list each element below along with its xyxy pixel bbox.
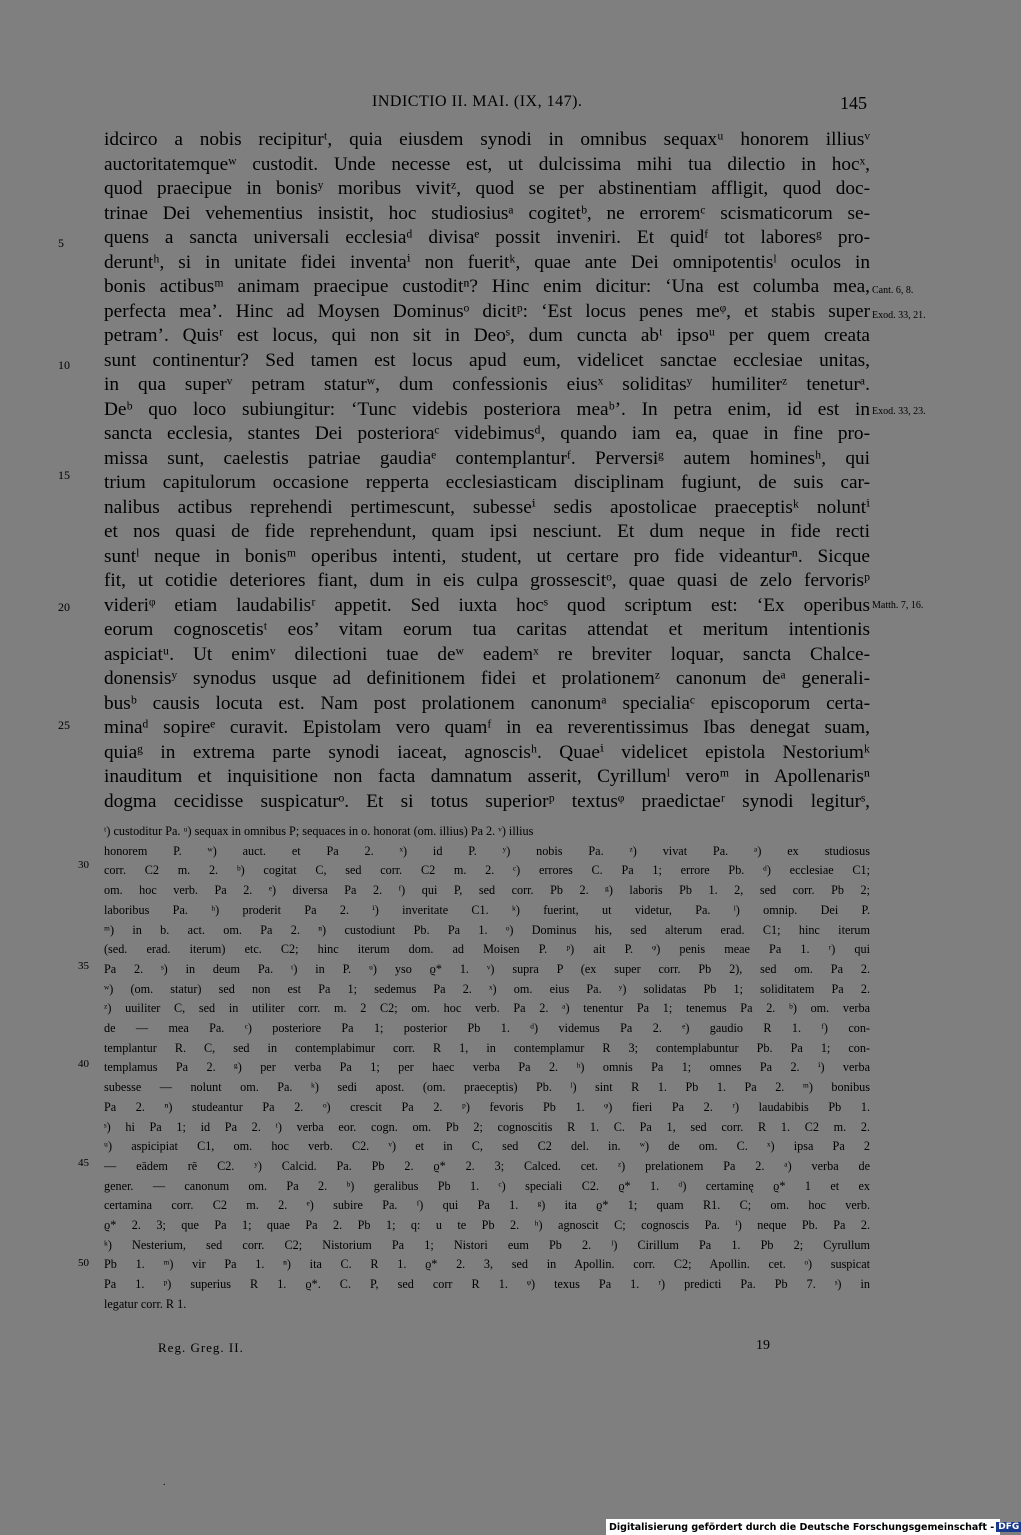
footnote-line: laboribus Pa. ʰ) proderit Pa 2. ⁱ) inveritate C1. ᵏ) fuerint, ut videtur, Pa. ˡ) omnip. Dei P. bbox=[104, 902, 870, 917]
footnote-line: Pa 2. ⁿ) studeantur Pa 2. ᵒ) crescit Pa 2. ᵖ) fevoris Pb 1. ᵠ) fieri Pa 2. ʳ) laudabibis Pb 1. bbox=[104, 1099, 870, 1114]
text-line: in qua superᵛ petram staturʷ, dum confessionis eiusˣ soliditasʸ humiliterᶻ teneturᵃ. bbox=[104, 374, 870, 395]
footnote-line: ᶻ) uuiliter C, sed in utiliter corr. m. 2 C2; om. hoc verb. Pa 2. ᵃ) tenentur Pa 1; tenemus Pa 2. ᵇ) om. verba bbox=[104, 1001, 870, 1016]
text-line: donensisʸ synodus usque ad definitionem fidei et prolationemᶻ canonum deᵃ generali- bbox=[104, 668, 870, 689]
footnote-line: legatur corr. R 1. bbox=[104, 1296, 187, 1311]
footnote-line: om. hoc verb. Pa 2. ᵉ) diversa Pa 2. ᶠ) qui P, sed corr. Pb 2. ᵍ) laboris Pb 1. 2, sed corr. Pb 2; bbox=[104, 883, 870, 898]
line-number: 15 bbox=[58, 468, 70, 482]
signature-mark: Reg. Greg. II. bbox=[158, 1340, 244, 1355]
funding-banner[interactable] bbox=[606, 1519, 1020, 1535]
footnote-line: ᵗ) custoditur Pa. ᵘ) sequax in omnibus P; sequaces in o. honorat (om. illius) Pa 2. ᵛ) illius bbox=[104, 824, 534, 838]
stray-mark: . bbox=[163, 1477, 166, 1488]
footnote-line: Pa 1. ᵖ) superius R 1. ϱ*. C. P, sed corr R 1. ᵠ) texus Pa 1. ʳ) predicti Pa. Pb 7. ˢ) in bbox=[104, 1277, 870, 1292]
text-line: fit, ut cotidie deteriores fiant, dum in eis culpa grossescitᵒ, quae quasi de zelo fervorisᵖ bbox=[104, 570, 870, 591]
footnote-line: corr. C2 m. 2. ᵇ) cogitat C, sed corr. C2 m. 2. ᶜ) errores C. Pa 1; errore Pb. ᵈ) ecclesiae C1; bbox=[104, 863, 870, 878]
footnote-line: — eādem rē C2. ʸ) Calcid. Pa. Pb 2. ϱ* 2. 3; Calced. cet. ᶻ) prelationem Pa 2. ᵃ) verba de bbox=[104, 1158, 870, 1173]
text-line: nalibus actibus reprehendi pertimescunt, subesseⁱ sedis apostolicae praeceptisᵏ noluntⁱ bbox=[104, 496, 870, 518]
text-line: quens a sancta universali ecclesiaᵈ divisaᵉ possit inveniri. Et quidᶠ tot laboresᵍ pro- bbox=[104, 227, 870, 248]
text-line: aspiciatᵘ. Ut enimᵛ dilectioni tuae deʷ eademˣ re breviter loquar, sancta Chalce- bbox=[104, 643, 870, 665]
footnote-line: ᵐ) in b. act. om. Pa 2. ⁿ) custodiunt Pb. Pa 1. ᵒ) Dominus his, sed alterum erad. C1; hinc iterum bbox=[104, 922, 870, 937]
footnote-line: certamina corr. C2 m. 2. ᵉ) subire Pa. ᶠ) qui Pa 1. ᵍ) ita ϱ* 1; quam R1. C; om. hoc verb. bbox=[104, 1198, 870, 1213]
text-line: bonis actibusᵐ animam praecipue custoditⁿ? Hinc enim dicitur: ‘Una est columba mea, bbox=[104, 276, 870, 297]
footnote-line: templantur R. C, sed in contemplabimur corr. R 1, in contemplamur R 3; contemplabuntur Pb. Pa 1; con- bbox=[104, 1040, 870, 1055]
text-line: deruntʰ, si in unitate fidei inventaⁱ non fueritᵏ, quae ante Dei omnipotentisˡ oculos in bbox=[104, 251, 870, 273]
footnote-line: (sed. erad. iterum) etc. C2; hinc iterum dom. ad Moisen P. ᵖ) ait P. ᵠ) penis meae Pa 1. ʳ) qui bbox=[104, 942, 870, 957]
margin-reference: Matth. 7, 16. bbox=[872, 600, 924, 611]
footnote-line: ϱ* 2. 3; que Pa 1; quae Pa 2. Pb 1; q: u te Pb 2. ʰ) agnoscit C; cognoscis Pa. ⁱ) neque Pb. Pa 2. bbox=[104, 1218, 870, 1232]
text-line: suntˡ neque in bonisᵐ operibus intenti, student, ut certare pro fide videanturⁿ. Sicque bbox=[104, 545, 870, 567]
footnote-line-number: 45 bbox=[78, 1157, 89, 1169]
footnote-line-number: 50 bbox=[78, 1257, 89, 1269]
text-line: auctoritatemqueʷ custodit. Unde necesse est, ut dulcissima mihi tua dilectio in hocˣ, bbox=[104, 153, 870, 175]
footnote-line: templamus Pa 2. ᵍ) per verba Pa 1; per haec verba Pa 2. ʰ) omnis Pa 1; omnes Pa 2. ⁱ) verba bbox=[104, 1060, 870, 1075]
text-line: petram’. Quisʳ est locus, qui non sit in Deoˢ, dum cuncta abᵗ ipsoᵘ per quem creata bbox=[104, 325, 870, 346]
text-line: busᵇ causis locuta est. Nam post prolationem canonumᵃ specialiaᶜ episcoporum certa- bbox=[104, 692, 870, 714]
line-number: 20 bbox=[58, 600, 70, 614]
text-line: videriᵠ etiam laudabilisʳ appetit. Sed iuxta hocˢ quod scriptum est: ‘Ex operibus bbox=[104, 594, 870, 616]
footnote-line: ᵏ) Nesterium, sed corr. C2; Nistorium Pa 1; Nistori eum Pb 2. ˡ) Cirillum Pa 1. Pb 2; Cyrullum bbox=[104, 1237, 870, 1252]
text-line: Deᵇ quo loco subiungitur: ‘Tunc videbis posteriora meaᵇ’. In petra enim, id est in bbox=[104, 398, 870, 420]
line-number: 25 bbox=[58, 718, 70, 732]
margin-reference: Exod. 33, 23. bbox=[872, 406, 926, 417]
line-number: 10 bbox=[58, 358, 70, 372]
footnote-line-number: 35 bbox=[78, 960, 89, 972]
text-line: quiaᵍ in extrema parte synodi iaceat, agnoscisʰ. Quaeⁱ videlicet epistola Nestoriumᵏ bbox=[104, 741, 870, 763]
footnote-line: ˢ) hi Pa 1; id Pa 2. ᵗ) verba eor. cogn. om. Pb 2; cognoscitis R 1. C. Pa 1, sed corr. R 1. C2 m. 2. bbox=[104, 1119, 870, 1134]
running-header-title: INDICTIO II. MAI. (IX, 147). bbox=[372, 93, 583, 110]
text-line: sunt continentur? Sed tamen est locus apud eum, videlicet sanctae ecclesiae unitas, bbox=[104, 349, 870, 371]
line-number: 5 bbox=[58, 236, 64, 250]
text-line: inauditum et inquisitione non facta damnatum asserit, Cyrillumˡ veroᵐ in Apollenarisⁿ bbox=[104, 766, 870, 787]
dfg-logo-icon: DFG bbox=[998, 1522, 1020, 1532]
text-line: sancta ecclesia, stantes Dei posterioraᶜ videbimusᵈ, quando iam ea, quae in fine pro- bbox=[104, 423, 870, 444]
footnote-line: gener. — canonum om. Pa 2. ᵇ) geralibus Pb 1. ᶜ) speciali C2. ϱ* 1. ᵈ) certaminę ϱ* 1 et ex bbox=[104, 1178, 870, 1193]
margin-reference: Cant. 6, 8. bbox=[872, 285, 914, 296]
footnote-line: Pb 1. ᵐ) vir Pa 1. ⁿ) ita C. R 1. ϱ* 2. 3, sed in Apollin. corr. C2; Apollin. cet. ᵒ) suspicat bbox=[104, 1257, 870, 1272]
text-line: perfecta mea’. Hinc ad Moysen Dominusᵒ dicitᵖ: ‘Est locus penes meᵠ, et stabis super bbox=[104, 300, 870, 322]
funding-text: Digitalisierung gefördert durch die Deutsche Forschungsgemeinschaft - bbox=[609, 1521, 995, 1533]
sheet-number: 19 bbox=[756, 1338, 770, 1353]
text-line: missa sunt, caelestis patriae gaudiaᵉ contemplanturᶠ. Perversiᵍ autem hominesʰ, qui bbox=[104, 447, 870, 469]
margin-reference: Exod. 33, 21. bbox=[872, 310, 926, 321]
text-line: idcirco a nobis recipiturᵗ, quia eiusdem synodi in omnibus sequaxᵘ honorem illiusᵛ bbox=[104, 129, 870, 150]
footnote-line-number: 30 bbox=[78, 859, 89, 871]
text-line: et nos quasi de fide reprehendunt, quam ipsi nesciunt. Et dum neque in fide recti bbox=[104, 521, 870, 542]
text-line: dogma cecidisse suspicaturᵒ. Et si totus superiorᵖ textusᵠ praedictaeʳ synodi legiturˢ, bbox=[104, 790, 870, 812]
text-line: quod praecipue in bonisʸ moribus vivitᶻ, quod se per abstinentiam affligit, quod doc- bbox=[104, 178, 870, 199]
footnote-line: de — mea Pa. ᶜ) posteriore Pa 1; posterior Pb 1. ᵈ) videmus Pa 2. ᵉ) gaudio R 1. ᶠ) con- bbox=[104, 1021, 870, 1035]
text-line: eorum cognoscetisᵗ eos’ vitam eorum tua caritas attendat et meritum intentionis bbox=[104, 619, 870, 640]
footnote-line: ᵘ) aspicipiat C1, om. hoc verb. C2. ᵛ) et in C, sed C2 del. in. ʷ) de om. C. ˣ) ipsa Pa 2 bbox=[104, 1139, 870, 1154]
text-line: trinae Dei vehementius insistit, hoc studiosiusᵃ cogitetᵇ, ne erroremᶜ scismaticorum se- bbox=[104, 202, 870, 224]
page-number: 145 bbox=[840, 93, 867, 113]
text-line: minaᵈ sopireᵉ curavit. Epistolam vero quamᶠ in ea reverentissimus Ibas denegat suam, bbox=[104, 717, 870, 738]
footnote-line: subesse — nolunt om. Pa. ᵏ) sedi apost. (om. praeceptis) Pb. ˡ) sint R 1. Pb 1. Pa 2. ᵐ) bonibus bbox=[104, 1080, 870, 1095]
footnote-line: Pa 2. ˢ) in deum Pa. ᵗ) in P. ᵘ) yso ϱ* 1. ᵛ) supra P (ex super corr. Pb 2), sed om. Pa 2. bbox=[104, 961, 870, 976]
footnote-line-number: 40 bbox=[78, 1058, 89, 1070]
footnote-line: ʷ) (om. statur) sed non est Pa 1; sedemus Pa 2. ˣ) om. eius Pa. ʸ) solidatas Pb 1; soliditatem Pa 2. bbox=[104, 981, 870, 996]
text-line: trium capitulorum occasione repperta ecclesiasticam disciplinam fugiunt, de suis car- bbox=[104, 472, 870, 493]
footnote-line: honorem P. ʷ) auct. et Pa 2. ˣ) id P. ʸ) nobis Pa. ᶻ) vivat Pa. ᵃ) ex studiosus bbox=[104, 843, 870, 858]
